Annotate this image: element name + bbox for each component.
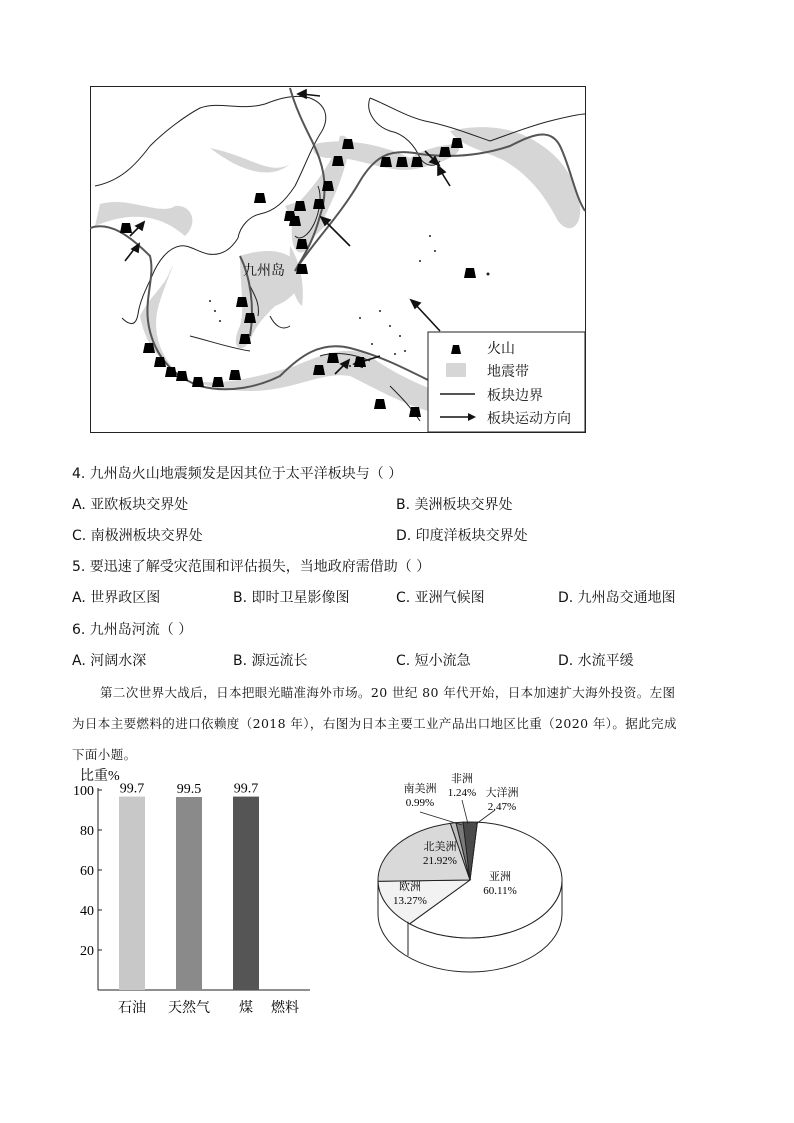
pie-name-label: 南美洲 (403, 783, 437, 795)
volcano-marker (451, 138, 463, 148)
legend-label-seismic: 地震带 (487, 364, 529, 380)
volcano-marker (296, 264, 308, 274)
volcano-marker (464, 268, 476, 278)
volcano-marker (289, 216, 301, 226)
question-4-option-a[interactable]: A. 亚欧板块交界处 (72, 497, 189, 513)
volcano-marker (296, 239, 308, 249)
legend-label-boundary: 板块边界 (487, 388, 543, 404)
volcano-marker (154, 357, 166, 367)
y-tick-label: 20 (80, 944, 94, 959)
volcano-marker (229, 370, 241, 380)
pie-name-label: 大洋洲 (485, 787, 519, 799)
volcano-marker (332, 156, 344, 166)
y-tick-label: 40 (80, 904, 94, 919)
volcano-marker (165, 367, 177, 377)
volcano-marker (327, 353, 339, 363)
x-axis-label: 燃料 (271, 1000, 299, 1016)
volcano-marker (342, 139, 354, 149)
pie-leader-line (420, 812, 462, 825)
pie-name-label: 欧洲 (399, 881, 421, 893)
x-category-label: 煤 (239, 1000, 253, 1016)
y-tick-label: 80 (80, 824, 94, 839)
question-5-stem: 5. 要迅速了解受灾范围和评估损失，当地政府需借助（ ） (72, 559, 431, 575)
question-4-option-c[interactable]: C. 南极洲板块交界处 (72, 528, 203, 544)
label-kyushu: 九州岛 (243, 263, 285, 279)
volcano-marker (409, 407, 421, 417)
volcano-marker (143, 343, 155, 353)
passage-line-3: 下面小题。 (72, 747, 137, 762)
volcano-marker (380, 157, 392, 167)
volcano-marker (212, 377, 224, 387)
volcano-marker (322, 181, 334, 191)
pie-name-label: 北美洲 (423, 841, 457, 853)
question-6-option-d[interactable]: D. 水流平缓 (558, 653, 634, 669)
pie-chart (370, 770, 580, 980)
volcano-marker (192, 377, 204, 387)
volcano-marker (176, 371, 188, 381)
pie-value-label: 0.99% (405, 797, 435, 809)
question-6-option-a[interactable]: A. 河阔水深 (72, 653, 147, 669)
pie-value-label: 60.11% (483, 885, 517, 897)
question-6-option-b[interactable]: B. 源远流长 (233, 653, 308, 669)
passage-line-2: 为日本主要燃料的进口依赖度（2018 年），右图为日本主要工业产品出口地区比重（2020 年）。据此完成 (72, 716, 677, 731)
bar-chart-canvas (60, 768, 320, 1018)
bar-data-label: 99.7 (119, 781, 145, 797)
question-4-stem: 4. 九州岛火山地震频发是因其位于太平洋板块与（ ） (72, 466, 403, 482)
question-6-stem: 6. 九州岛河流（ ） (72, 622, 193, 638)
question-4-option-d[interactable]: D. 印度洋板块交界处 (396, 528, 528, 544)
pie-value-label: 2.47% (487, 801, 517, 813)
legend-label-motion: 板块运动方向 (487, 411, 571, 427)
seismic-belt-swatch (446, 363, 466, 377)
y-tick-label: 60 (80, 864, 94, 879)
question-6-option-c[interactable]: C. 短小流急 (396, 653, 471, 669)
volcano-marker (294, 201, 306, 211)
y-tick-label: 100 (73, 784, 94, 799)
volcano-marker (236, 297, 248, 307)
volcano-marker (244, 313, 256, 323)
legend-label-volcano: 火山 (487, 341, 515, 357)
volcano-marker (374, 399, 386, 409)
pie-name-label: 亚洲 (489, 871, 511, 883)
volcano-marker (396, 157, 408, 167)
bar-chart (60, 768, 320, 1018)
pie-leader-line (476, 810, 495, 824)
question-5-option-b[interactable]: B. 即时卫星影像图 (233, 590, 350, 606)
pie-leader-line (462, 800, 468, 824)
pie-chart-canvas (370, 770, 580, 980)
volcano-marker (239, 334, 251, 344)
pie-name-label: 非洲 (451, 773, 473, 785)
pie-value-label: 1.24% (447, 787, 477, 799)
plate-map (90, 86, 586, 433)
bar-3 (233, 797, 259, 990)
passage-line-1: 第二次世界大战后，日本把眼光瞄准海外市场。20 世纪 80 年代开始，日本加速扩大海外投资。左图 (100, 685, 676, 700)
bar-1 (119, 797, 145, 990)
question-4-option-b[interactable]: B. 美洲板块交界处 (396, 497, 513, 513)
volcano-marker (354, 357, 366, 367)
pie-value-label: 21.92% (423, 855, 457, 867)
pie-value-label: 13.27% (393, 895, 427, 907)
x-category-label: 天然气 (168, 1000, 210, 1016)
volcano-marker (313, 365, 325, 375)
volcano-marker (411, 157, 423, 167)
question-5-option-d[interactable]: D. 九州岛交通地图 (558, 590, 676, 606)
y-axis-label: 比重% (80, 769, 120, 784)
bar-data-label: 99.7 (233, 781, 259, 797)
bar-2 (176, 797, 202, 990)
bar-data-label: 99.5 (176, 782, 202, 797)
x-category-label: 石油 (118, 1000, 146, 1016)
question-5-option-a[interactable]: A. 世界政区图 (72, 590, 161, 606)
volcano-marker (120, 223, 132, 233)
question-5-option-c[interactable]: C. 亚洲气候图 (396, 590, 485, 606)
volcano-marker (254, 193, 266, 203)
volcano-marker (313, 199, 325, 209)
volcano-marker (439, 147, 451, 157)
